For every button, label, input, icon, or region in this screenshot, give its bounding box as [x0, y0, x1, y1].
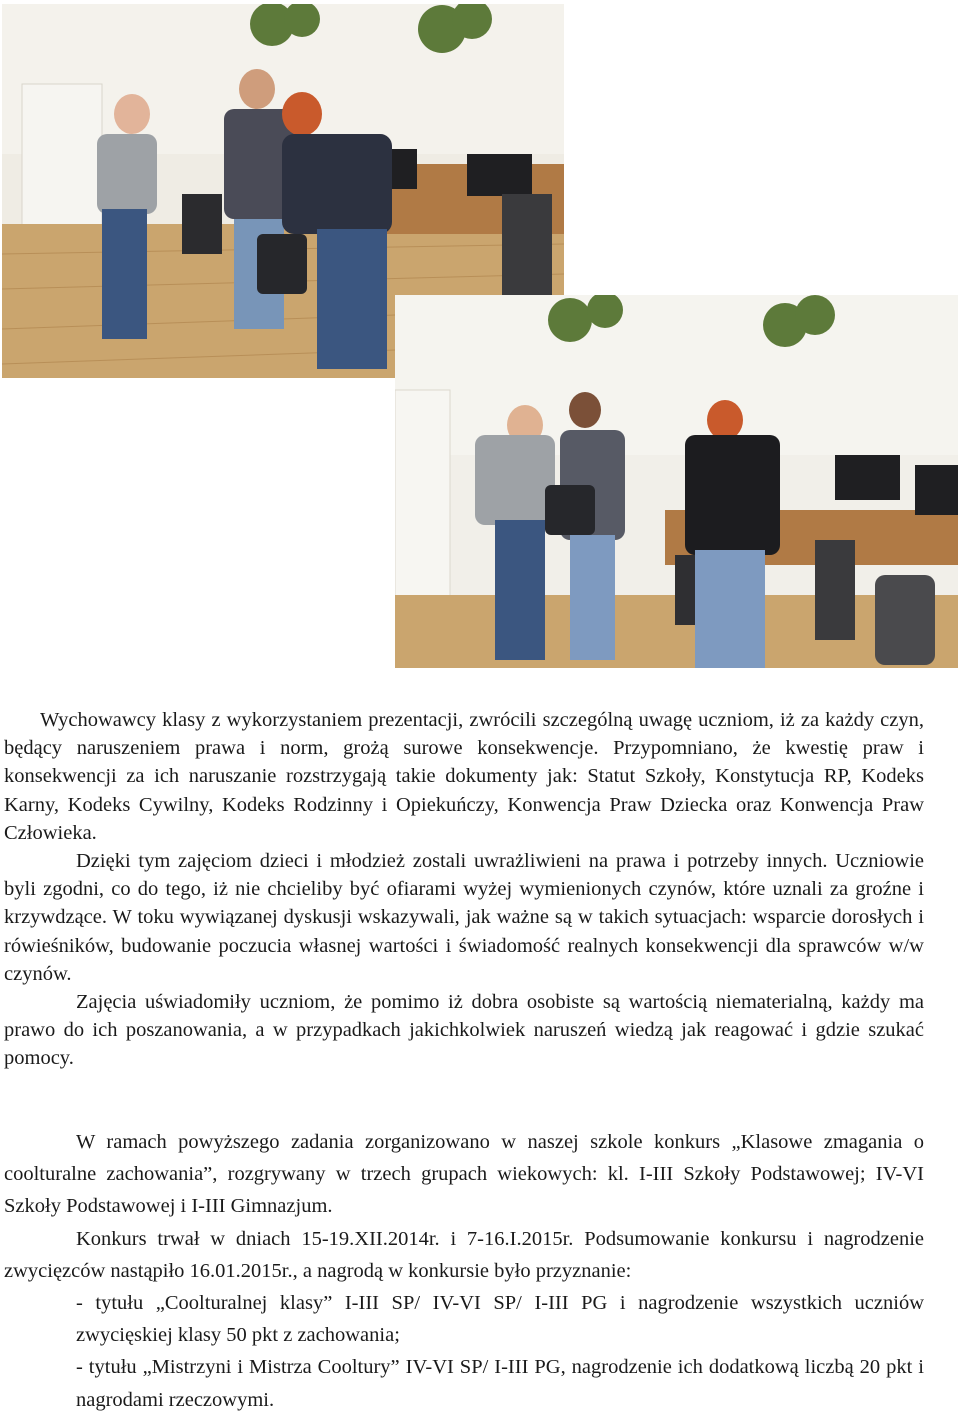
- text-block-contest: [4, 1126, 924, 1416]
- paragraph-contest: W ramach powyższego zadania zorganizowano w naszej szkole konkurs „Klasowe zmagania o coolturalne zachowania”, rozgrywany w trzech grupach wiekowych: kl. I-III Szkoły Podstawowej; IV-VI Szkoły Podstawowej i I-III Gimnazjum.: [4, 1131, 924, 1218]
- list-item-award-class: - tytułu „Coolturalnej klasy” I-III SP/ IV-VI SP/ I-III PG i nagrodzenie wszystkich uczniów zwycięskiej klasy 50 pkt z zachowania;: [76, 1292, 924, 1347]
- paragraph-awareness: Zajęcia uświadomiły uczniom, że pomimo iż dobra osobiste są wartością niematerialną, każdy ma prawo do ich poszanowania, a w przypadkach jakichkolwiek naruszeń wiedzą jak reagować i gdzie szukać pomocy.: [4, 991, 924, 1070]
- paragraph-contest-dates: Konkurs trwał w dniach 15-19.XII.2014r. i 7-16.I.2015r. Podsumowanie konkursu i nagrodzenie zwycięzców nastąpiło 16.01.2015r., a nagrodą w konkursie było przyznanie:: [4, 1227, 924, 1282]
- paragraph-consequences: Wychowawcy klasy z wykorzystaniem prezentacji, zwrócili szczególną uwagę uczniom, iż za każdy czyn, będący naruszeniem prawa i norm, grożą surowe konsekwencje. Przypomniano, że kwestię praw i konsekwencji za ich naruszanie rozstrzygają takie dokumenty jak: Statut Szkoły, Konstytucja RP, Kodeks Karny, Kodeks Cywilny, Kodeks Rodzinny i Opiekuńczy, Konwencja Praw Dziecka oraz Konwencja Praw Człowieka.: [4, 709, 924, 844]
- list-item-award-champions: - tytułu „Mistrzyni i Mistrza Cooltury” IV-VI SP/ I-III PG, nagrodzenie ich dodatkową liczbą 20 pkt i nagrodami rzeczowymi.: [76, 1356, 924, 1411]
- paragraph-sensitized: Dzięki tym zajęciom dzieci i młodzież zostali uwrażliwieni na prawa i potrzeby innych. Uczniowie byli zgodni, co do tego, iż nie chcieliby być ofiarami wyżej wymienionych czynów, które uznali za groźne i krzywdzące. W toku wywiązanej dyskusji wskazywali, jak ważne są w takich sytuacjach: wsparcie dorosłych i rówieśników, budowanie poczucia własnej wartości i świadomość realnych konsekwencji dla sprawców w/w czynów.: [4, 850, 924, 985]
- text-block-lesson: [4, 706, 924, 1073]
- photo-2-image: [395, 295, 958, 668]
- photo-students-2: [395, 295, 958, 668]
